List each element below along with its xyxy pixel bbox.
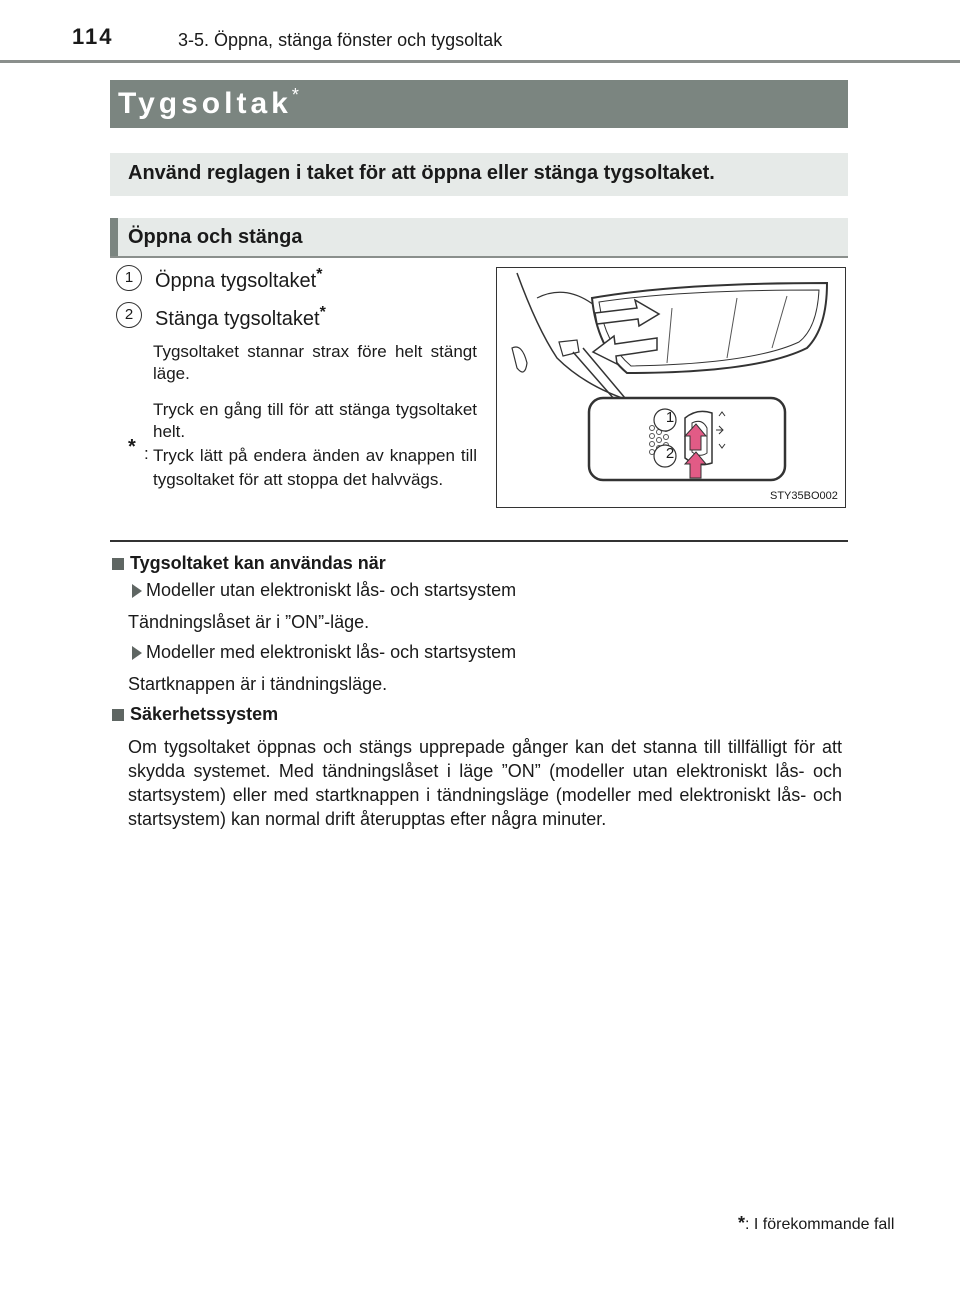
title-star: * [291, 85, 299, 105]
page-number: 114 [72, 24, 114, 49]
page-footnote-mark: * [738, 1213, 746, 1233]
case-2-model: Modeller med elektroniskt lås- och startsystem [146, 642, 517, 662]
case-2-state: Startknappen är i tändningsläge. [128, 674, 388, 694]
item-2-star: * [319, 304, 326, 321]
conditions-heading: Tygsoltaket kan användas när [130, 553, 386, 573]
running-head: 3-5. Öppna, stänga fönster och tygsoltak [178, 30, 503, 50]
note-1: Tygsoltaket stannar strax före helt stängt läge. [153, 342, 477, 383]
figure-frame [496, 267, 846, 508]
case-1-state: Tändningslåset är i ”ON”-läge. [128, 612, 370, 632]
intro-text: Använd reglagen i taket för att öppna eller stänga tygsoltaket. [128, 162, 715, 184]
arrow-bullet-icon [132, 584, 142, 598]
page-footnote-text: : I förekommande fall [745, 1216, 895, 1233]
section-rule [110, 540, 848, 542]
section-bullet [112, 558, 124, 570]
sunroof-switch-illustration [497, 268, 844, 506]
subsection-title: Öppna och stänga [128, 226, 303, 248]
title-text: Tygsoltak [118, 87, 292, 120]
figure-code: STY35BO002 [770, 490, 838, 502]
figure-callout-1: 1 [665, 409, 675, 426]
note-2: Tryck en gång till för att stänga tygsoltaket helt. [153, 400, 477, 441]
header-rule [0, 60, 960, 63]
item-1-label: Öppna tygsoltaket [155, 270, 317, 292]
item-2-label: Stänga tygsoltaket [155, 308, 320, 330]
safety-text: Om tygsoltaket öppnas och stängs upprepade gånger kan det stanna till tillfälligt för att skydda systemet. Med tändningslåset i läge ”ON” (modeller utan elektroniskt lås- och startsystem) eller med startknappen i tändningsläge (modeller med elektroniskt lås- och startsystem) kan normal drift återupptas efter några minuter. [128, 737, 842, 829]
figure-callout-2: 2 [665, 445, 675, 462]
footnote-text: Tryck lätt på endera änden av knappen till tygsoltaket för att stoppa det halvvägs. [153, 446, 477, 489]
section-bullet [112, 709, 124, 721]
page-footnote [738, 1213, 894, 1234]
case-1-model: Modeller utan elektroniskt lås- och startsystem [146, 580, 517, 600]
item-2-badge: 2 [116, 302, 142, 328]
item-2 [155, 304, 326, 331]
page-title [118, 85, 299, 121]
subsection-rule [110, 256, 848, 258]
item-1-star: * [316, 266, 323, 283]
item-1 [155, 266, 322, 293]
arrow-bullet-icon [132, 646, 142, 660]
item-1-badge: 1 [116, 265, 142, 291]
footnote-colon: : [144, 444, 149, 463]
safety-heading: Säkerhetssystem [130, 704, 279, 724]
footnote-mark: * [128, 436, 136, 458]
